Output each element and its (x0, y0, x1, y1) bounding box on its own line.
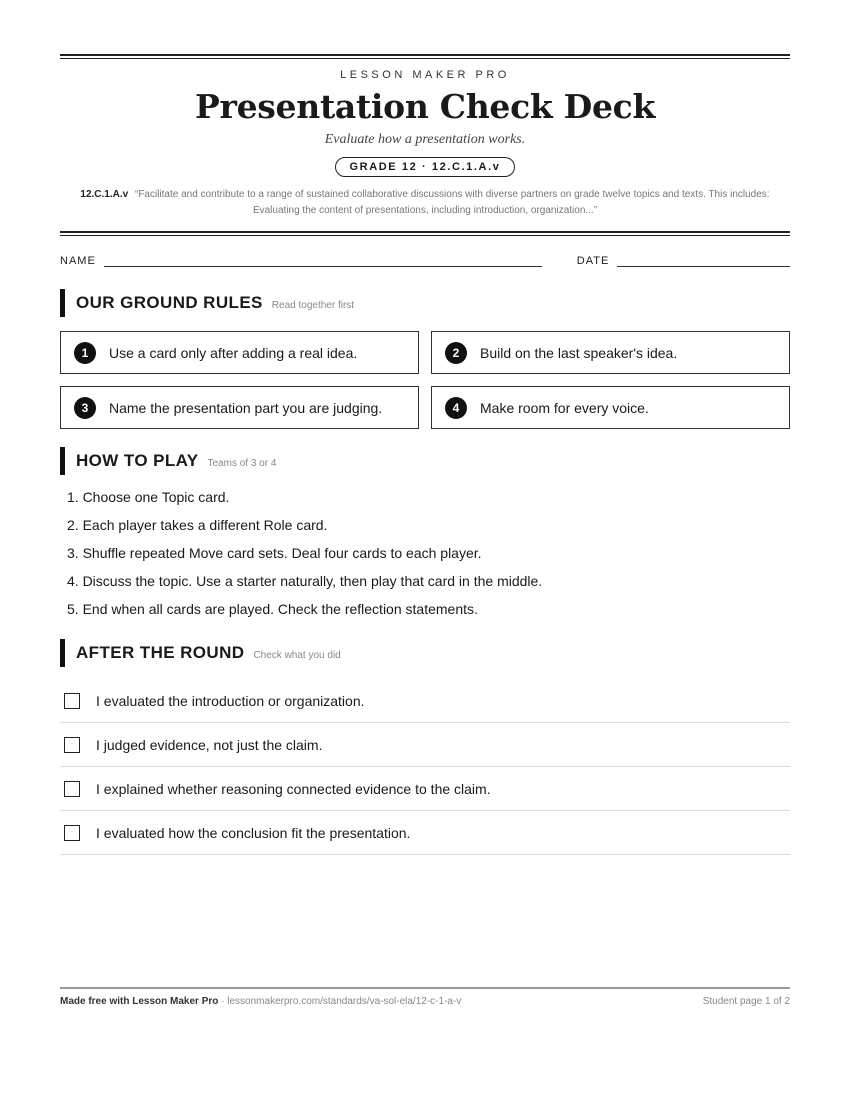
reflection-checkbox[interactable] (64, 825, 80, 841)
name-field[interactable] (104, 254, 542, 267)
checklist-item (60, 679, 790, 723)
date-label: DATE (576, 255, 610, 267)
brand-label: LESSON MAKER PRO (340, 69, 510, 81)
footer-url: · lessonmakerpro.com/standards/va-sol-ela/12-c-1-a-v (218, 996, 462, 1007)
standard-quote (60, 187, 790, 219)
after-round-title: AFTER THE ROUND (76, 643, 245, 662)
checklist-text: I judged evidence, not just the claim. (96, 736, 323, 753)
ground-rule-card (431, 331, 790, 374)
checklist-text: I evaluated how the conclusion fit the presentation. (96, 824, 411, 841)
footer-credit (60, 996, 461, 1007)
worksheet-page (60, 54, 790, 855)
ground-rules-heading (60, 289, 790, 317)
ground-rule-card (60, 386, 419, 429)
name-date-row (60, 254, 790, 267)
after-round-heading (60, 639, 790, 667)
rule-number-badge: 3 (74, 397, 96, 419)
reflection-checkbox[interactable] (64, 737, 80, 753)
how-to-play-heading (60, 447, 790, 475)
checklist-text: I explained whether reasoning connected evidence to the claim. (96, 780, 491, 797)
header-bottom-rule (60, 231, 790, 236)
rule-text: Build on the last speaker's idea. (480, 344, 678, 361)
reflection-checkbox[interactable] (64, 693, 80, 709)
rule-number-badge: 1 (74, 342, 96, 364)
step-item: 4. Discuss the topic. Use a starter naturally, then play that card in the middle. (67, 573, 543, 589)
step-item: 2. Each player takes a different Role card. (67, 517, 328, 533)
ground-rule-card (60, 331, 419, 374)
rule-number-badge: 4 (445, 397, 467, 419)
page-subtitle: Evaluate how a presentation works. (324, 132, 526, 147)
checklist-item (60, 811, 790, 855)
how-to-play-steps (60, 483, 790, 623)
step-item: 3. Shuffle repeated Move card sets. Deal four cards to each player. (67, 545, 482, 561)
page-footer (60, 987, 790, 1007)
standard-code: 12.C.1.A.v (80, 189, 129, 200)
ground-rules-title: OUR GROUND RULES (76, 293, 263, 312)
footer-page-number: Student page 1 of 2 (702, 996, 790, 1007)
checklist-item (60, 723, 790, 767)
name-label: NAME (60, 255, 96, 267)
rule-text: Make room for every voice. (480, 399, 649, 416)
after-round-note: Check what you did (253, 650, 341, 661)
step-item: 5. End when all cards are played. Check the reflection statements. (67, 601, 478, 617)
how-to-play-note: Teams of 3 or 4 (207, 458, 277, 469)
ground-rules-grid (60, 331, 790, 429)
step-item: 1. Choose one Topic card. (67, 489, 230, 505)
rule-number-badge: 2 (445, 342, 467, 364)
how-to-play-title: HOW TO PLAY (76, 451, 199, 470)
reflection-checklist (60, 679, 790, 855)
standard-text: “Facilitate and contribute to a range of sustained collaborative discussions with diverse partners on grade twelve topics and texts. This includes: Evaluating the content of presentations, including introduction, organization...” (134, 189, 770, 216)
ground-rules-note: Read together first (271, 300, 355, 311)
worksheet-header (60, 59, 790, 219)
date-field[interactable] (617, 254, 790, 267)
page-title: Presentation Check Deck (194, 87, 656, 126)
reflection-checkbox[interactable] (64, 781, 80, 797)
ground-rule-card (431, 386, 790, 429)
footer-made-with: Made free with Lesson Maker Pro (60, 996, 219, 1007)
grade-badge: GRADE 12 · 12.C.1.A.v (335, 157, 516, 177)
checklist-item (60, 767, 790, 811)
checklist-text: I evaluated the introduction or organization. (96, 692, 365, 709)
rule-text: Name the presentation part you are judging. (109, 399, 383, 416)
rule-text: Use a card only after adding a real idea. (109, 344, 358, 361)
